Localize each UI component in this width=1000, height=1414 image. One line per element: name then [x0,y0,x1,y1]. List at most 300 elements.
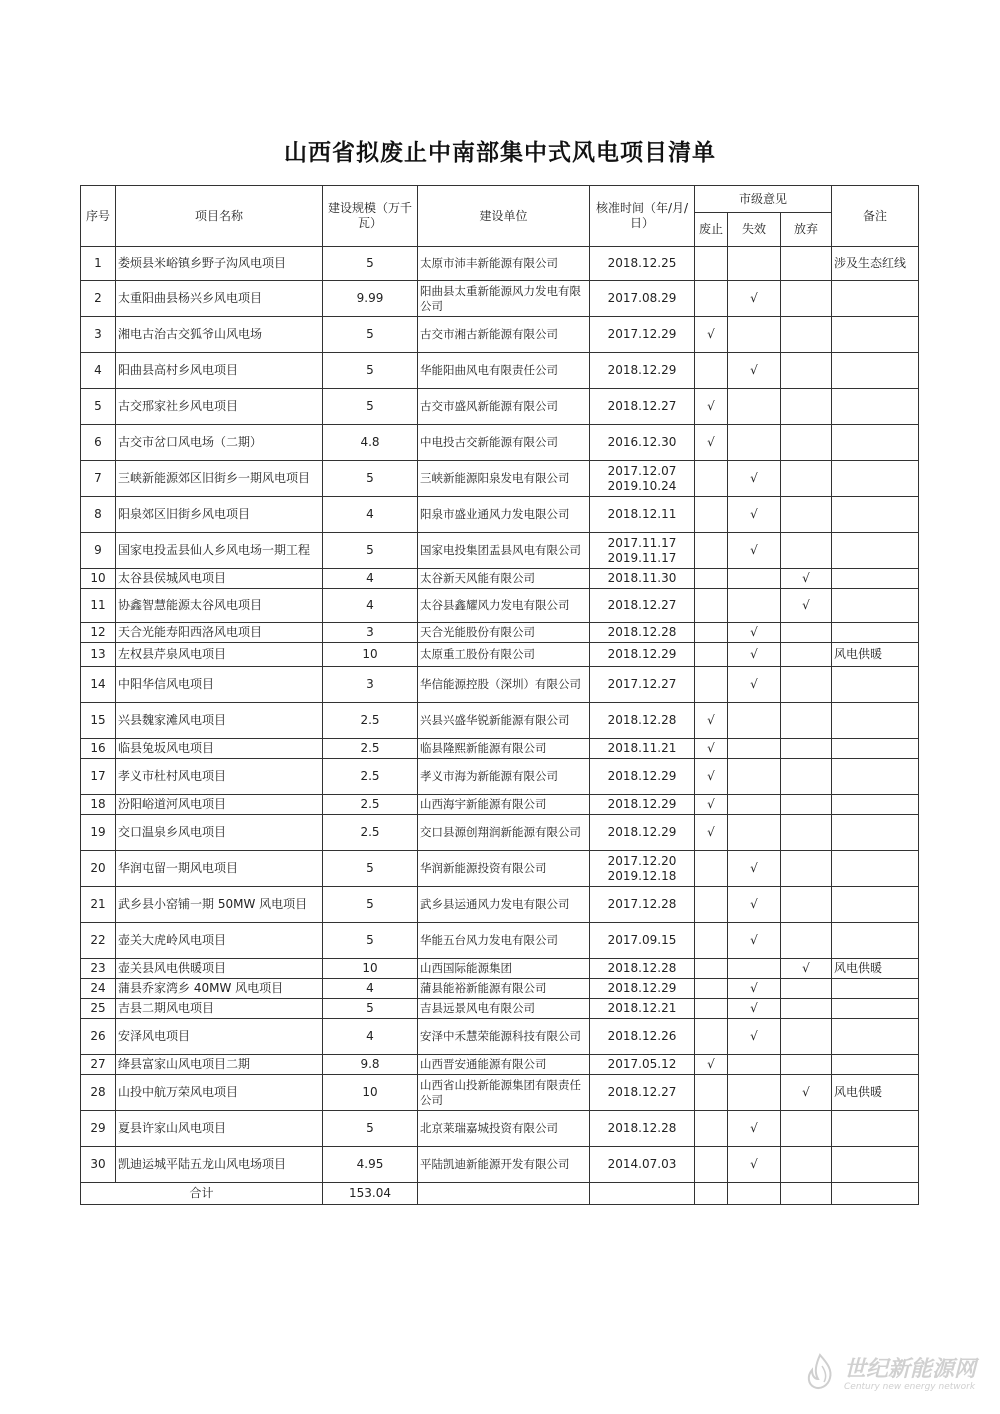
table-row [81,759,919,795]
construction-unit: 国家电投集团盂县风电有限公司 [418,533,590,569]
watermark-english: Century new energy network [844,1382,976,1392]
construction-unit: 交口县源创翔润新能源有限公司 [418,815,590,851]
row-number: 22 [81,923,116,959]
approval-date: 2017.12.29 [590,317,695,353]
project-name: 太谷县侯城风电项目 [116,569,323,589]
project-scale: 2.5 [323,703,418,739]
abolish-mark [695,281,728,317]
approval-date: 2018.12.21 [590,999,695,1019]
abandon-mark [781,759,832,795]
approval-date: 2017.12.07 2019.10.24 [590,461,695,497]
header-scale: 建设规模（万千瓦） [323,186,418,247]
project-name: 绛县富家山风电项目二期 [116,1055,323,1075]
table-row [81,851,919,887]
invalid-mark [728,247,781,281]
project-name: 吉县二期风电项目 [116,999,323,1019]
invalid-mark [728,703,781,739]
approval-date: 2017.08.29 [590,281,695,317]
abandon-mark [781,389,832,425]
remark: 风电供暖 [832,959,919,979]
table-row [81,1111,919,1147]
approval-date: 2018.12.29 [590,795,695,815]
invalid-mark [728,589,781,623]
abandon-mark: √ [781,569,832,589]
project-scale: 3 [323,667,418,703]
table-row [81,979,919,999]
row-number: 20 [81,851,116,887]
project-scale: 9.8 [323,1055,418,1075]
invalid-mark: √ [728,887,781,923]
invalid-mark [728,1055,781,1075]
abandon-mark [781,1147,832,1183]
table-row [81,353,919,389]
construction-unit: 阳泉市盛业通风力发电限公司 [418,497,590,533]
construction-unit: 安泽中禾慧荣能源科技有限公司 [418,1019,590,1055]
abolish-mark [695,623,728,643]
project-scale: 2.5 [323,795,418,815]
project-scale: 3 [323,623,418,643]
abandon-mark [781,739,832,759]
invalid-mark [728,815,781,851]
header-remark: 备注 [832,186,919,247]
project-scale: 5 [323,923,418,959]
row-number: 14 [81,667,116,703]
table-row [81,425,919,461]
project-scale: 4.8 [323,425,418,461]
table-row [81,739,919,759]
project-name: 湘电古治古交狐爷山风电场 [116,317,323,353]
remark: 风电供暖 [832,643,919,667]
approval-date: 2018.12.29 [590,979,695,999]
project-table [80,185,919,1205]
abolish-mark [695,1111,728,1147]
project-name: 安泽风电项目 [116,1019,323,1055]
total-label: 合计 [81,1183,323,1205]
project-name: 协鑫智慧能源太谷风电项目 [116,589,323,623]
project-scale: 5 [323,389,418,425]
remark [832,623,919,643]
invalid-mark: √ [728,643,781,667]
abolish-mark [695,979,728,999]
approval-date: 2018.12.26 [590,1019,695,1055]
row-number: 10 [81,569,116,589]
header-abandon: 放弃 [781,213,832,247]
abandon-mark [781,667,832,703]
remark [832,533,919,569]
approval-date: 2018.12.28 [590,703,695,739]
abandon-mark [781,923,832,959]
project-scale: 5 [323,887,418,923]
table-row [81,317,919,353]
approval-date: 2018.12.29 [590,815,695,851]
project-scale: 10 [323,959,418,979]
remark [832,795,919,815]
table-row [81,667,919,703]
abolish-mark: √ [695,795,728,815]
abandon-mark: √ [781,1075,832,1111]
project-scale: 2.5 [323,759,418,795]
project-name: 阳曲县高村乡风电项目 [116,353,323,389]
invalid-mark: √ [728,851,781,887]
abandon-mark [781,461,832,497]
remark: 风电供暖 [832,1075,919,1111]
project-scale: 5 [323,461,418,497]
invalid-mark: √ [728,353,781,389]
invalid-mark [728,795,781,815]
abolish-mark [695,497,728,533]
approval-date: 2018.12.28 [590,623,695,643]
remark [832,569,919,589]
remark [832,281,919,317]
header-date: 核准时间（年/月/日） [590,186,695,247]
table-row [81,703,919,739]
table-row [81,533,919,569]
total-empty-cell [590,1183,695,1205]
abolish-mark: √ [695,317,728,353]
project-name: 天合光能寿阳西洛风电项目 [116,623,323,643]
construction-unit: 吉县远景风电有限公司 [418,999,590,1019]
table-row [81,623,919,643]
approval-date: 2016.12.30 [590,425,695,461]
abolish-mark: √ [695,703,728,739]
row-number: 18 [81,795,116,815]
total-empty-cell [728,1183,781,1205]
remark [832,425,919,461]
table-row [81,923,919,959]
abolish-mark [695,1147,728,1183]
remark [832,1147,919,1183]
project-name: 左权县芹泉风电项目 [116,643,323,667]
header-abolish: 废止 [695,213,728,247]
abolish-mark: √ [695,389,728,425]
abolish-mark [695,959,728,979]
construction-unit: 古交市盛风新能源有限公司 [418,389,590,425]
row-number: 19 [81,815,116,851]
construction-unit: 太原重工股份有限公司 [418,643,590,667]
remark [832,999,919,1019]
table-row [81,1055,919,1075]
row-number: 6 [81,425,116,461]
abolish-mark [695,643,728,667]
abandon-mark [781,317,832,353]
approval-date: 2018.12.25 [590,247,695,281]
remark [832,887,919,923]
invalid-mark [728,1075,781,1111]
project-name: 汾阳峪道河风电项目 [116,795,323,815]
row-number: 8 [81,497,116,533]
construction-unit: 临县隆熙新能源有限公司 [418,739,590,759]
table-row [81,643,919,667]
invalid-mark: √ [728,979,781,999]
construction-unit: 山西海宇新能源有限公司 [418,795,590,815]
row-number: 9 [81,533,116,569]
project-name: 夏县许家山风电项目 [116,1111,323,1147]
remark [832,1111,919,1147]
project-name: 中阳华信风电项目 [116,667,323,703]
project-name: 古交邢家社乡风电项目 [116,389,323,425]
abandon-mark [781,353,832,389]
approval-date: 2018.12.27 [590,1075,695,1111]
abolish-mark: √ [695,759,728,795]
row-number: 5 [81,389,116,425]
construction-unit: 山西省山投新能源集团有限责任公司 [418,1075,590,1111]
abolish-mark [695,533,728,569]
abandon-mark [781,815,832,851]
abolish-mark [695,461,728,497]
row-number: 17 [81,759,116,795]
remark [832,589,919,623]
approval-date: 2018.12.29 [590,353,695,389]
approval-date: 2018.11.21 [590,739,695,759]
approval-date: 2017.12.28 [590,887,695,923]
abandon-mark [781,425,832,461]
project-scale: 4 [323,1019,418,1055]
table-row [81,281,919,317]
abandon-mark [781,623,832,643]
approval-date: 2018.12.29 [590,759,695,795]
project-name: 阳泉郊区旧街乡风电项目 [116,497,323,533]
invalid-mark: √ [728,623,781,643]
abolish-mark: √ [695,425,728,461]
construction-unit: 中电投古交新能源有限公司 [418,425,590,461]
abandon-mark [781,533,832,569]
invalid-mark: √ [728,1019,781,1055]
invalid-mark [728,739,781,759]
row-number: 11 [81,589,116,623]
abolish-mark [695,247,728,281]
approval-date: 2014.07.03 [590,1147,695,1183]
table-row [81,795,919,815]
header-opinion: 市级意见 [695,186,832,213]
table-footer [81,1183,919,1205]
construction-unit: 太谷县鑫耀风力发电有限公司 [418,589,590,623]
approval-date: 2017.12.27 [590,667,695,703]
abandon-mark [781,247,832,281]
abandon-mark [781,1019,832,1055]
project-name: 交口温泉乡风电项目 [116,815,323,851]
approval-date: 2018.12.27 [590,389,695,425]
remark [832,353,919,389]
invalid-mark: √ [728,923,781,959]
invalid-mark: √ [728,281,781,317]
project-scale: 5 [323,851,418,887]
construction-unit: 华能五台风力发电有限公司 [418,923,590,959]
row-number: 23 [81,959,116,979]
abandon-mark [781,703,832,739]
project-name: 国家电投盂县仙人乡风电场一期工程 [116,533,323,569]
abandon-mark [781,887,832,923]
invalid-mark [728,425,781,461]
project-name: 蒲县乔家湾乡 40MW 风电项目 [116,979,323,999]
project-scale: 4 [323,569,418,589]
row-number: 28 [81,1075,116,1111]
page-title: 山西省拟废止中南部集中式风电项目清单 [284,140,716,166]
remark: 涉及生态红线 [832,247,919,281]
project-scale: 4 [323,589,418,623]
approval-date: 2018.11.30 [590,569,695,589]
project-scale: 10 [323,1075,418,1111]
row-number: 26 [81,1019,116,1055]
invalid-mark: √ [728,461,781,497]
project-scale: 5 [323,353,418,389]
row-number: 1 [81,247,116,281]
project-name: 太重阳曲县杨兴乡风电项目 [116,281,323,317]
approval-date: 2018.12.28 [590,1111,695,1147]
row-number: 24 [81,979,116,999]
row-number: 7 [81,461,116,497]
abolish-mark [695,851,728,887]
construction-unit: 太谷新天风能有限公司 [418,569,590,589]
construction-unit: 兴县兴盛华锐新能源有限公司 [418,703,590,739]
invalid-mark [728,317,781,353]
table-header [81,186,919,247]
project-scale: 5 [323,1111,418,1147]
invalid-mark [728,389,781,425]
abandon-mark: √ [781,589,832,623]
invalid-mark: √ [728,1147,781,1183]
construction-unit: 孝义市海为新能源有限公司 [418,759,590,795]
construction-unit: 山西晋安通能源有限公司 [418,1055,590,1075]
project-scale: 4.95 [323,1147,418,1183]
total-empty-cell [832,1183,919,1205]
abolish-mark [695,999,728,1019]
construction-unit: 华能阳曲风电有限责任公司 [418,353,590,389]
row-number: 15 [81,703,116,739]
header-unit: 建设单位 [418,186,590,247]
abandon-mark [781,999,832,1019]
table-row [81,1075,919,1111]
construction-unit: 武乡县运通风力发电有限公司 [418,887,590,923]
abolish-mark [695,589,728,623]
invalid-mark [728,959,781,979]
invalid-mark: √ [728,533,781,569]
remark [832,815,919,851]
invalid-mark [728,569,781,589]
abandon-mark [781,979,832,999]
invalid-mark: √ [728,1111,781,1147]
remark [832,851,919,887]
abandon-mark: √ [781,959,832,979]
abolish-mark [695,1075,728,1111]
table-row [81,1147,919,1183]
approval-date: 2017.11.17 2019.11.17 [590,533,695,569]
table-row [81,999,919,1019]
construction-unit: 天合光能股份有限公司 [418,623,590,643]
abolish-mark [695,923,728,959]
project-scale: 4 [323,979,418,999]
construction-unit: 阳曲县太重新能源风力发电有限公司 [418,281,590,317]
flame-logo-icon [800,1352,840,1392]
remark [832,497,919,533]
project-name: 华润屯留一期风电项目 [116,851,323,887]
abandon-mark [781,497,832,533]
project-name: 古交市岔口风电场（二期） [116,425,323,461]
table-body [81,247,919,1183]
construction-unit: 三峡新能源阳泉发电有限公司 [418,461,590,497]
project-name: 壶关县风电供暖项目 [116,959,323,979]
project-scale: 5 [323,247,418,281]
approval-date: 2017.12.20 2019.12.18 [590,851,695,887]
header-no: 序号 [81,186,116,247]
approval-date: 2018.12.29 [590,643,695,667]
remark [832,923,919,959]
project-name: 三峡新能源郊区旧街乡一期风电项目 [116,461,323,497]
row-number: 2 [81,281,116,317]
abandon-mark [781,795,832,815]
project-scale: 5 [323,317,418,353]
remark [832,389,919,425]
project-name: 山投中航万荣风电项目 [116,1075,323,1111]
row-number: 27 [81,1055,116,1075]
row-number: 4 [81,353,116,389]
table-row [81,497,919,533]
header-name: 项目名称 [116,186,323,247]
remark [832,667,919,703]
project-name: 孝义市杜村风电项目 [116,759,323,795]
abolish-mark [695,667,728,703]
abandon-mark [781,851,832,887]
table-row [81,247,919,281]
project-name: 凯迪运城平陆五龙山风电场项目 [116,1147,323,1183]
table-row [81,1019,919,1055]
abandon-mark [781,281,832,317]
project-name: 武乡县小窑铺一期 50MW 风电项目 [116,887,323,923]
approval-date: 2018.12.27 [590,589,695,623]
table-row [81,959,919,979]
row-number: 29 [81,1111,116,1147]
row-number: 16 [81,739,116,759]
remark [832,317,919,353]
abolish-mark: √ [695,815,728,851]
invalid-mark: √ [728,497,781,533]
table-row [81,815,919,851]
approval-date: 2017.05.12 [590,1055,695,1075]
abolish-mark [695,887,728,923]
abandon-mark [781,1055,832,1075]
construction-unit: 蒲县能裕新能源有限公司 [418,979,590,999]
project-scale: 2.5 [323,815,418,851]
abolish-mark: √ [695,1055,728,1075]
table-row [81,887,919,923]
total-empty-cell [695,1183,728,1205]
abandon-mark [781,643,832,667]
project-scale: 2.5 [323,739,418,759]
invalid-mark: √ [728,667,781,703]
total-empty-cell [781,1183,832,1205]
construction-unit: 平陆凯迪新能源开发有限公司 [418,1147,590,1183]
project-name: 临县兔坂风电项目 [116,739,323,759]
approval-date: 2018.12.11 [590,497,695,533]
abolish-mark [695,569,728,589]
approval-date: 2017.09.15 [590,923,695,959]
abolish-mark: √ [695,739,728,759]
remark [832,1055,919,1075]
abolish-mark [695,353,728,389]
project-scale: 4 [323,497,418,533]
approval-date: 2018.12.28 [590,959,695,979]
project-name: 壶关大虎岭风电项目 [116,923,323,959]
construction-unit: 华信能源控股（深圳）有限公司 [418,667,590,703]
total-scale: 153.04 [323,1183,418,1205]
table-row [81,461,919,497]
table-row [81,569,919,589]
watermark-name: 世纪新能源网 [844,1357,977,1382]
remark [832,759,919,795]
remark [832,979,919,999]
row-number: 3 [81,317,116,353]
remark [832,703,919,739]
project-scale: 10 [323,643,418,667]
